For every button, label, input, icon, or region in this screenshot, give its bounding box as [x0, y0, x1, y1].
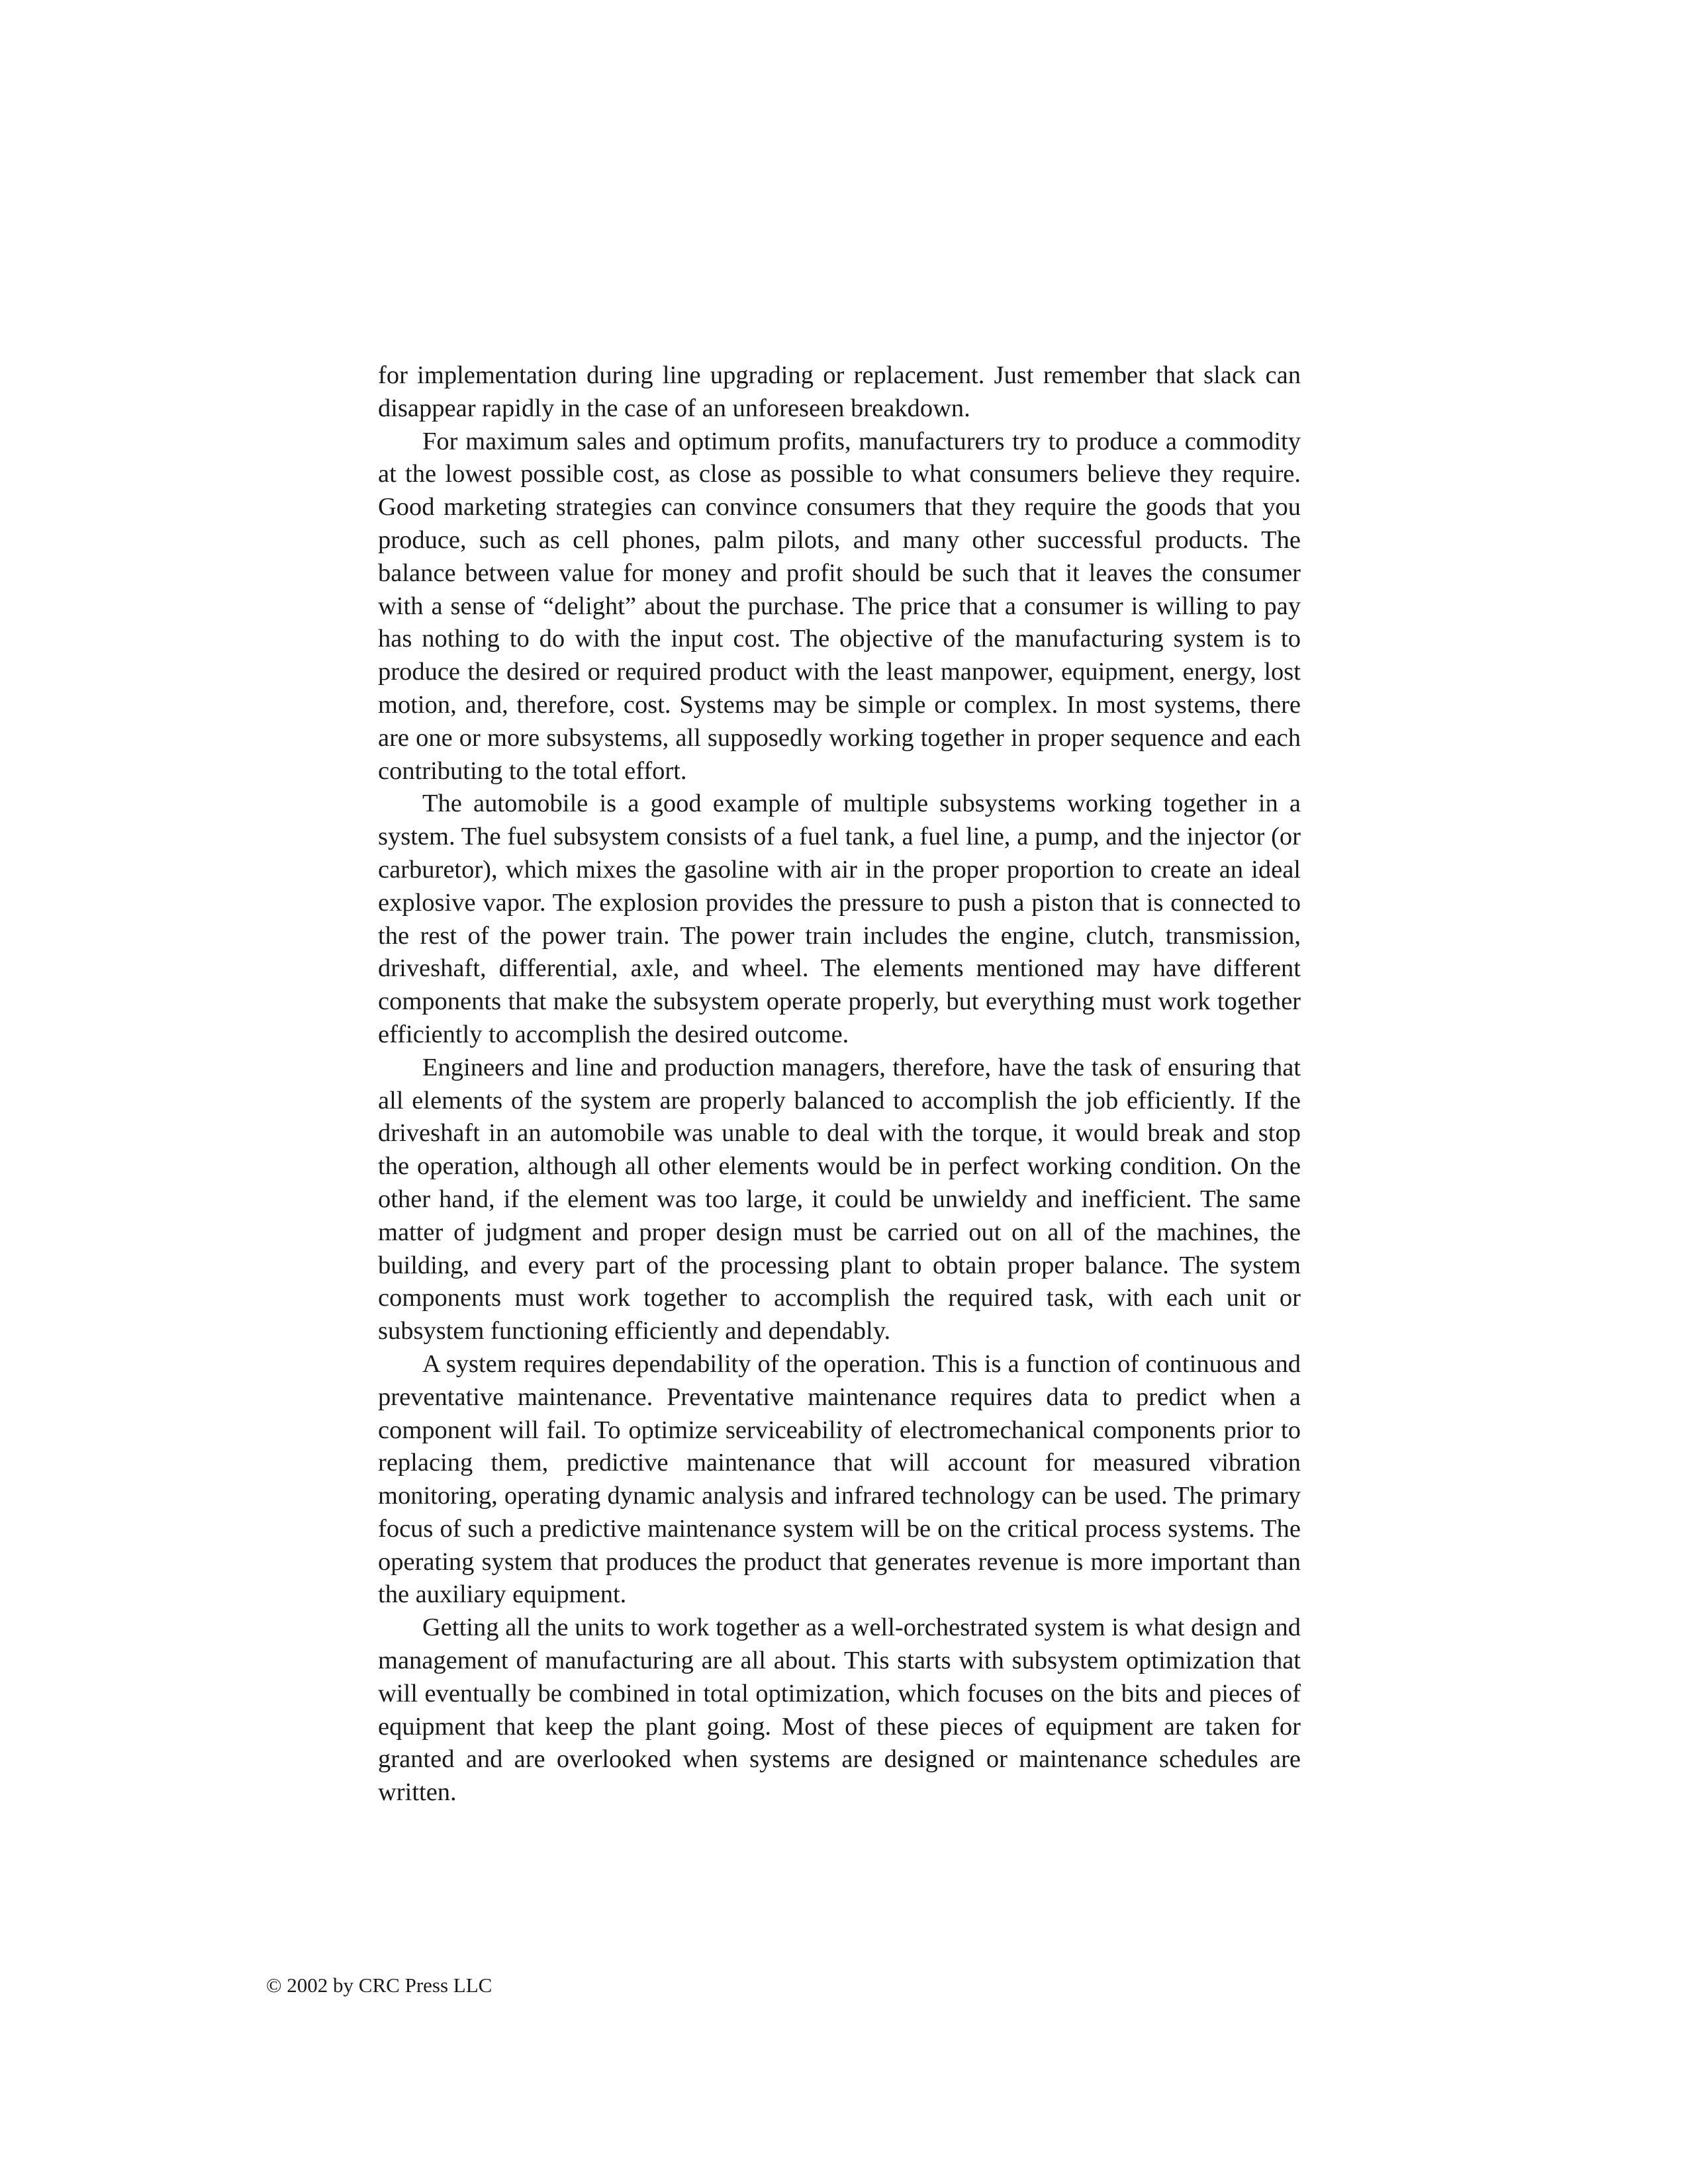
copyright-footer: © 2002 by CRC Press LLC: [266, 1974, 492, 1997]
paragraph-automobile: The automobile is a good example of multiple subsystems working together in a system. The fuel subsystem consists of a fuel tank, a fuel line, a pump, and the injector (or carburetor), which mixes the gasoline with air in the proper proportion to create an ideal explosive vapor. The explosion provides the pressure to push a piston that is connected to the rest of the power train. The power train includes the engine, clutch, transmission, driveshaft, differential, axle, and wheel. The elements mentioned may have different components that make the subsystem operate properly, but everything must work together efficiently to accomplish the desired outcome.: [378, 790, 1301, 1048]
body-text: [378, 359, 1301, 1809]
paragraph-dependability: A system requires dependability of the operation. This is a function of continuous and preventative maintenance. Preventative maintenance requires data to predict when a component will fail. To optimize serviceability of electromechanical components prior to replacing them, predictive maintenance that will account for measured vibration monitoring, operating dynamic analysis and infrared technology can be used. The primary focus of such a predictive maintenance system will be on the critical process systems. The operating system that produces the product that generates revenue is more important than the auxiliary equipment.: [378, 1349, 1301, 1609]
paragraph-sales-profits: For maximum sales and optimum profits, manufacturers try to produce a commodity at the lowest possible cost, as close as possible to what consumers believe they require. Good marketing strategies can convince consumers that they require the goods that you produce, such as cell phones, palm pilots, and many other successful products. The balance between value for money and profit should be such that it leaves the consumer with a sense of “delight” about the purchase. The price that a consumer is willing to pay has nothing to do with the input cost. The objective of the manufacturing system is to produce the desired or required product with the least manpower, equipment, energy, lost motion, and, therefore, cost. Systems may be simple or complex. In most systems, there are one or more subsystems, all supposedly working together in proper sequence and each contributing to the total effort.: [378, 427, 1301, 785]
paragraph-continuation: for implementation during line upgrading or replacement. Just remember that slack can disappear rapidly in the case of an unforeseen breakdown.: [378, 361, 1301, 422]
paragraph-engineers: Engineers and line and production managers, therefore, have the task of ensuring that all elements of the system are properly balanced to accomplish the job efficiently. If the driveshaft in an automobile was unable to deal with the torque, it would break and stop the operation, although all other elements would be in perfect working condition. On the other hand, if the element was too large, it could be unwieldy and inefficient. The same matter of judgment and proper design must be carried out on all of the machines, the building, and every part of the processing plant to obtain proper balance. The system components must work together to accomplish the required task, with each unit or subsystem functioning efficiently and dependably.: [378, 1053, 1301, 1345]
paragraph-orchestrated-system: Getting all the units to work together as a well-orchestrated system is what design and management of manufacturing are all about. This starts with subsystem optimization that will eventually be combined in total optimization, which focuses on the bits and pieces of equipment that keep the plant going. Most of these pieces of equipment are taken for granted and are overlooked when systems are designed or maintenance schedules are written.: [378, 1614, 1301, 1807]
